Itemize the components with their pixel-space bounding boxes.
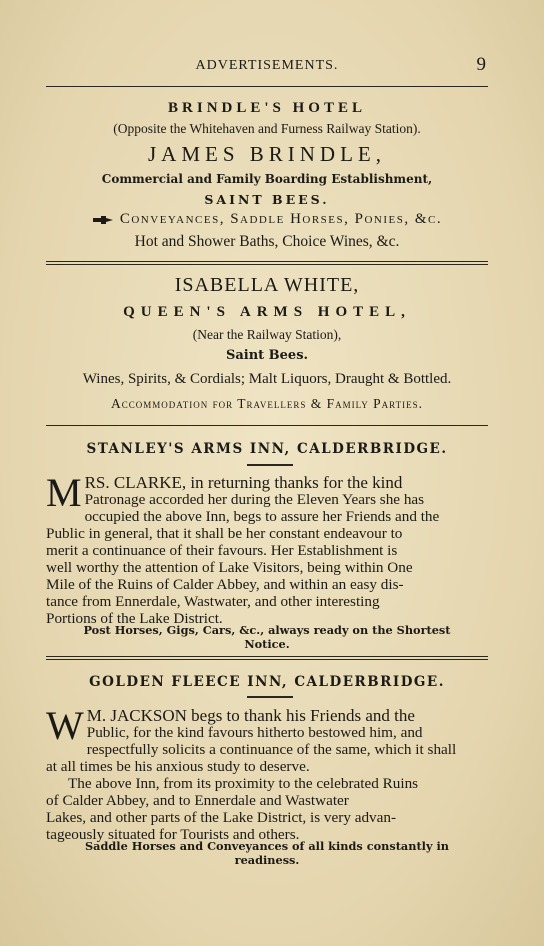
brindles-hotel-type: Commercial and Family Boarding Establishment, (101, 172, 433, 186)
ad4-notice-line: Saddle Horses and Conveyances of all kinds constantly in (85, 839, 449, 853)
ad4-line: tageously situated for Tourists and others. (46, 826, 300, 843)
page-number: 9 (476, 54, 486, 75)
ad4-line: of Calder Abbey, and to Ennerdale and Wastwater (46, 792, 349, 809)
ad4-line: at all times be his anxious study to deserve. (46, 758, 310, 775)
ad3-short-rule (247, 464, 293, 466)
stanleys-arms-dropcap: M (46, 470, 82, 515)
ad3-notice-line: Post Horses, Gigs, Cars, &c., always ready on the Shortest (83, 623, 451, 637)
ad3-notice-line: Notice. (244, 637, 290, 651)
ad3-line: Patronage accorded her during the Eleven Years she has (84, 491, 425, 508)
golden-fleece-body (46, 703, 488, 843)
ad3-rule (46, 656, 488, 660)
brindles-hotel-services-line (44, 211, 490, 228)
golden-fleece-dropcap: W (46, 703, 84, 748)
queens-arms-town: Saint Bees. (225, 348, 309, 363)
ad3-line: well worthy the attention of Lake Visitors, being within One (46, 559, 413, 576)
brindles-hotel-name: BRINDLE'S HOTEL (168, 100, 366, 116)
stanleys-arms-name: STANLEY'S ARMS INN, CALDERBRIDGE. (86, 441, 448, 457)
header-rule (46, 86, 488, 87)
ad4-line: Public, for the kind favours hitherto bestowed him, and (86, 724, 423, 741)
ad4-notice-line: readiness. (234, 853, 300, 867)
ad3-line: merit a continuance of their favours. Her Establishment is (46, 542, 398, 559)
pointing-hand-icon (92, 215, 114, 225)
brindles-hotel-town: SAINT BEES. (204, 192, 330, 207)
queens-arms-location: (Near the Railway Station), (192, 327, 342, 342)
ad3-line: RS. CLARKE, in returning thanks for the kind (84, 473, 403, 492)
brindles-hotel-proprietor: JAMES BRINDLE, (147, 142, 386, 166)
ad3-line: occupied the above Inn, begs to assure her Friends and the (84, 508, 440, 525)
ad4-short-rule (247, 696, 293, 698)
ad4-line: M. JACKSON begs to thank his Friends and the (86, 706, 415, 725)
ad3-line: Portions of the Lake District. (46, 610, 223, 627)
queens-arms-accommodation: Accommodation for Travellers & Family Parties. (111, 396, 423, 411)
golden-fleece-notice (46, 839, 488, 867)
brindles-hotel-amenities: Hot and Shower Baths, Choice Wines, &c. (134, 233, 400, 250)
ad4-line: The above Inn, from its proximity to the celebrated Ruins (68, 775, 419, 792)
queens-arms-proprietor: ISABELLA WHITE, (174, 274, 360, 296)
ad4-line: respectfully solicits a continuance of the same, which it shall (86, 741, 457, 758)
page-header (44, 54, 490, 78)
ad3-line: Mile of the Ruins of Calder Abbey, and within an easy dis- (46, 576, 404, 593)
brindles-hotel-location: (Opposite the Whitehaven and Furness Railway Station). (113, 121, 421, 136)
queens-arms-goods: Wines, Spirits, & Cordials; Malt Liquors, Draught & Bottled. (82, 371, 452, 387)
queens-arms-name: QUEEN'S ARMS HOTEL, (123, 304, 411, 320)
brindles-hotel-services: Conveyances, Saddle Horses, Ponies, &c. (119, 211, 443, 227)
ad3-line: tance from Ennerdale, Wastwater, and other interesting (46, 593, 380, 610)
ad1-rule (46, 261, 488, 265)
stanleys-arms-body (46, 470, 488, 627)
stanleys-arms-notice (46, 623, 488, 651)
ad2-rule (46, 425, 488, 426)
ad4-line: Lakes, and other parts of the Lake District, is very advan- (46, 809, 397, 826)
golden-fleece-name: GOLDEN FLEECE INN, CALDERBRIDGE. (89, 674, 445, 690)
ad3-line: Public in general, that it shall be her constant endeavour to (46, 525, 403, 542)
running-title: ADVERTISEMENTS. (195, 58, 339, 73)
